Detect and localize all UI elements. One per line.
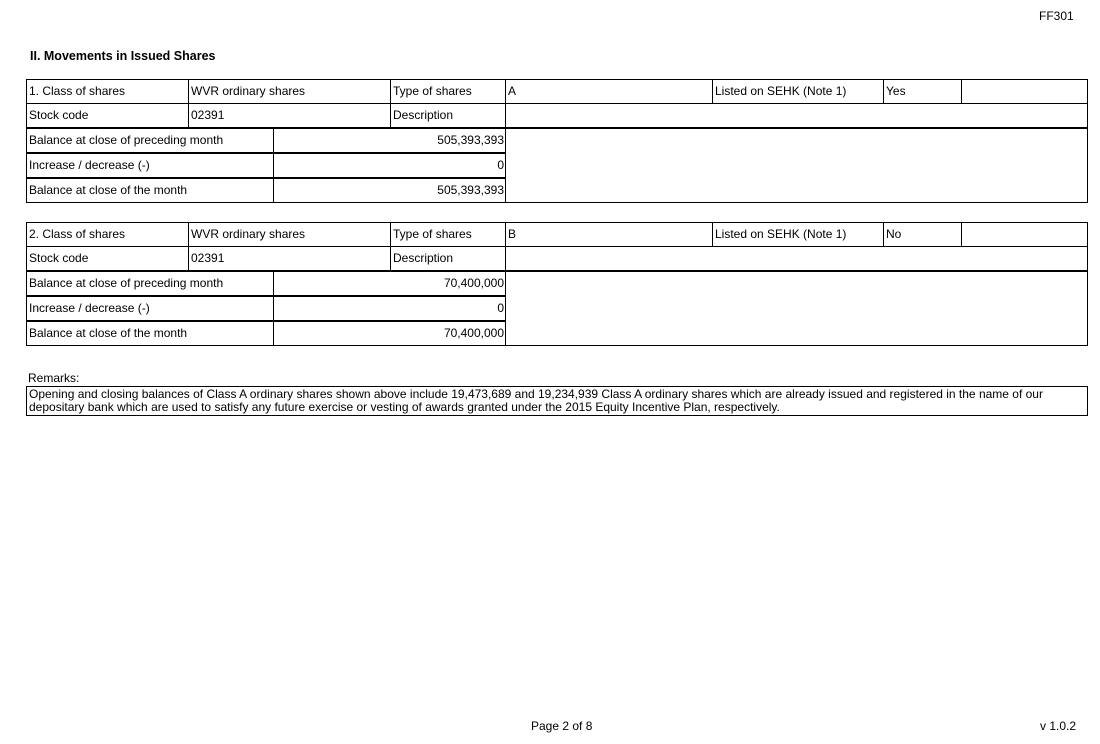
class-of-shares-label: 2. Class of shares bbox=[26, 222, 189, 247]
type-of-shares-value: B bbox=[505, 222, 713, 247]
section-title: II. Movements in Issued Shares bbox=[30, 49, 216, 63]
blank-cell bbox=[961, 222, 1088, 247]
stock-code-value: 02391 bbox=[188, 103, 391, 128]
balance-open-label: Balance at close of preceding month bbox=[26, 271, 274, 296]
type-of-shares-label: Type of shares bbox=[390, 79, 506, 104]
balance-close-value: 70,400,000 bbox=[273, 321, 506, 346]
type-of-shares-label: Type of shares bbox=[390, 222, 506, 247]
blank-cell bbox=[961, 79, 1088, 104]
balance-close-label: Balance at close of the month bbox=[26, 321, 274, 346]
share-class-block-1 bbox=[26, 79, 1088, 204]
balance-close-label: Balance at close of the month bbox=[26, 178, 274, 203]
type-of-shares-value: A bbox=[505, 79, 713, 104]
balance-close-value: 505,393,393 bbox=[273, 178, 506, 203]
increase-decrease-value: 0 bbox=[273, 296, 506, 321]
balance-open-value: 70,400,000 bbox=[273, 271, 506, 296]
remarks-label: Remarks: bbox=[28, 371, 80, 385]
stock-code-label: Stock code bbox=[26, 103, 189, 128]
listed-on-sehk-label: Listed on SEHK (Note 1) bbox=[712, 79, 884, 104]
version-label: v 1.0.2 bbox=[1040, 719, 1077, 733]
empty-area bbox=[505, 271, 1088, 346]
description-value bbox=[505, 103, 1088, 128]
listed-on-sehk-value: No bbox=[883, 222, 962, 247]
increase-decrease-label: Increase / decrease (-) bbox=[26, 153, 274, 178]
listed-on-sehk-label: Listed on SEHK (Note 1) bbox=[712, 222, 884, 247]
share-class-block-2 bbox=[26, 222, 1088, 347]
class-of-shares-label: 1. Class of shares bbox=[26, 79, 189, 104]
class-of-shares-value: WVR ordinary shares bbox=[188, 222, 391, 247]
listed-on-sehk-value: Yes bbox=[883, 79, 962, 104]
description-label: Description bbox=[390, 246, 506, 271]
balance-open-label: Balance at close of preceding month bbox=[26, 128, 274, 153]
increase-decrease-label: Increase / decrease (-) bbox=[26, 296, 274, 321]
description-label: Description bbox=[390, 103, 506, 128]
class-of-shares-value: WVR ordinary shares bbox=[188, 79, 391, 104]
description-value bbox=[505, 246, 1088, 271]
form-code: FF301 bbox=[1039, 9, 1074, 23]
remarks-text: Opening and closing balances of Class A ordinary shares shown above include 19,473,689 and 19,234,939 Class A ordinary shares which are already issued and registered in the name of our depositary bank which are used to satisfy any future exercise or vesting of awards granted under the 2015 Equity Incentive Plan, respectively. bbox=[26, 386, 1088, 416]
balance-open-value: 505,393,393 bbox=[273, 128, 506, 153]
increase-decrease-value: 0 bbox=[273, 153, 506, 178]
empty-area bbox=[505, 128, 1088, 203]
stock-code-label: Stock code bbox=[26, 246, 189, 271]
stock-code-value: 02391 bbox=[188, 246, 391, 271]
page-number: Page 2 of 8 bbox=[531, 719, 593, 733]
